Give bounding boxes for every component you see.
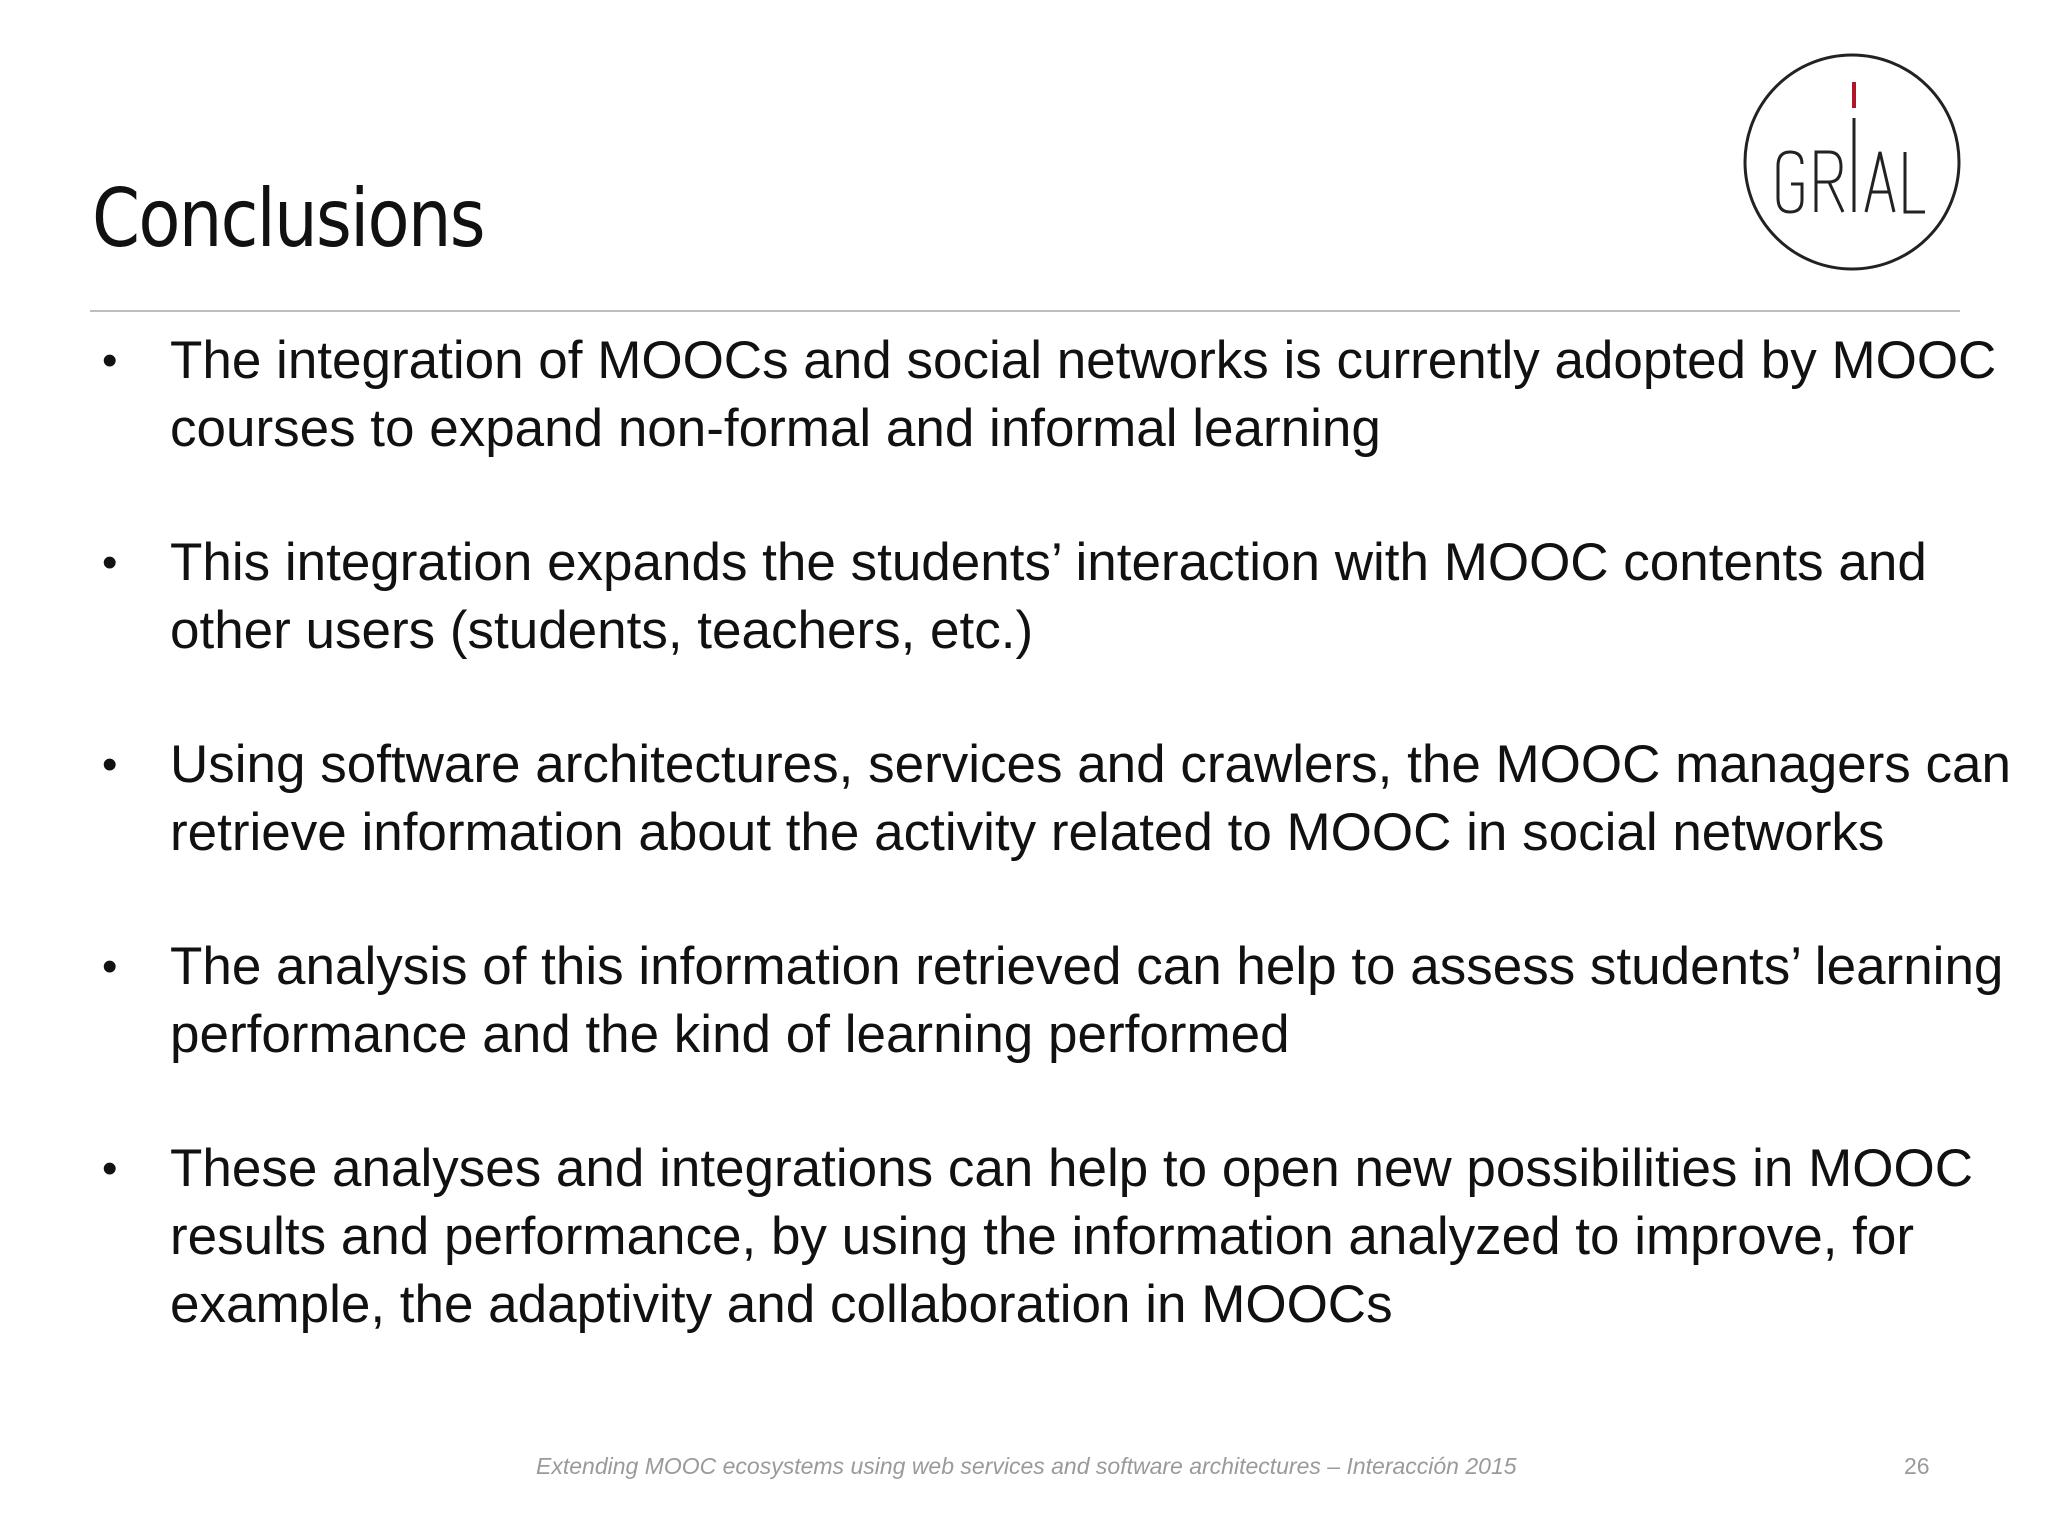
slide-title: Conclusions (92, 172, 484, 265)
page-number: 26 (1904, 1453, 1930, 1479)
bullet-text: The integration of MOOCs and social networks is currently adopted by MOOC courses to expand non-formal and informal learning (170, 331, 1997, 458)
bullet-item (92, 529, 2032, 665)
bullet-marker: • (102, 538, 118, 587)
grial-logo-icon (1742, 52, 1962, 272)
bullet-item (92, 327, 2032, 463)
bullet-marker: • (102, 942, 118, 991)
bullet-text: This integration expands the students’ interaction with MOOC contents and other users (students, teachers, etc.) (170, 533, 1927, 660)
bullet-item (92, 933, 2032, 1069)
title-divider (90, 310, 1960, 312)
footer-text: Extending MOOC ecosystems using web services and software architectures – Interacción 2015 (536, 1453, 1517, 1479)
bullet-text: Using software architectures, services and crawlers, the MOOC managers can retrieve information about the activity related to MOOC in social networks (170, 735, 2011, 862)
bullet-marker: • (102, 336, 118, 385)
grial-logo (1742, 52, 1962, 272)
bullet-marker: • (102, 1144, 118, 1193)
bullet-list (92, 327, 2032, 1405)
bullet-item (92, 731, 2032, 867)
bullet-item (92, 1135, 2032, 1339)
bullet-text: These analyses and integrations can help to open new possibilities in MOOC results and performance, by using the information analyzed to improve, for example, the adaptivity and collaboration in MOOCs (170, 1139, 1974, 1334)
bullet-marker: • (102, 740, 118, 789)
bullet-text: The analysis of this information retrieved can help to assess students’ learning performance and the kind of learning performed (170, 937, 2004, 1064)
